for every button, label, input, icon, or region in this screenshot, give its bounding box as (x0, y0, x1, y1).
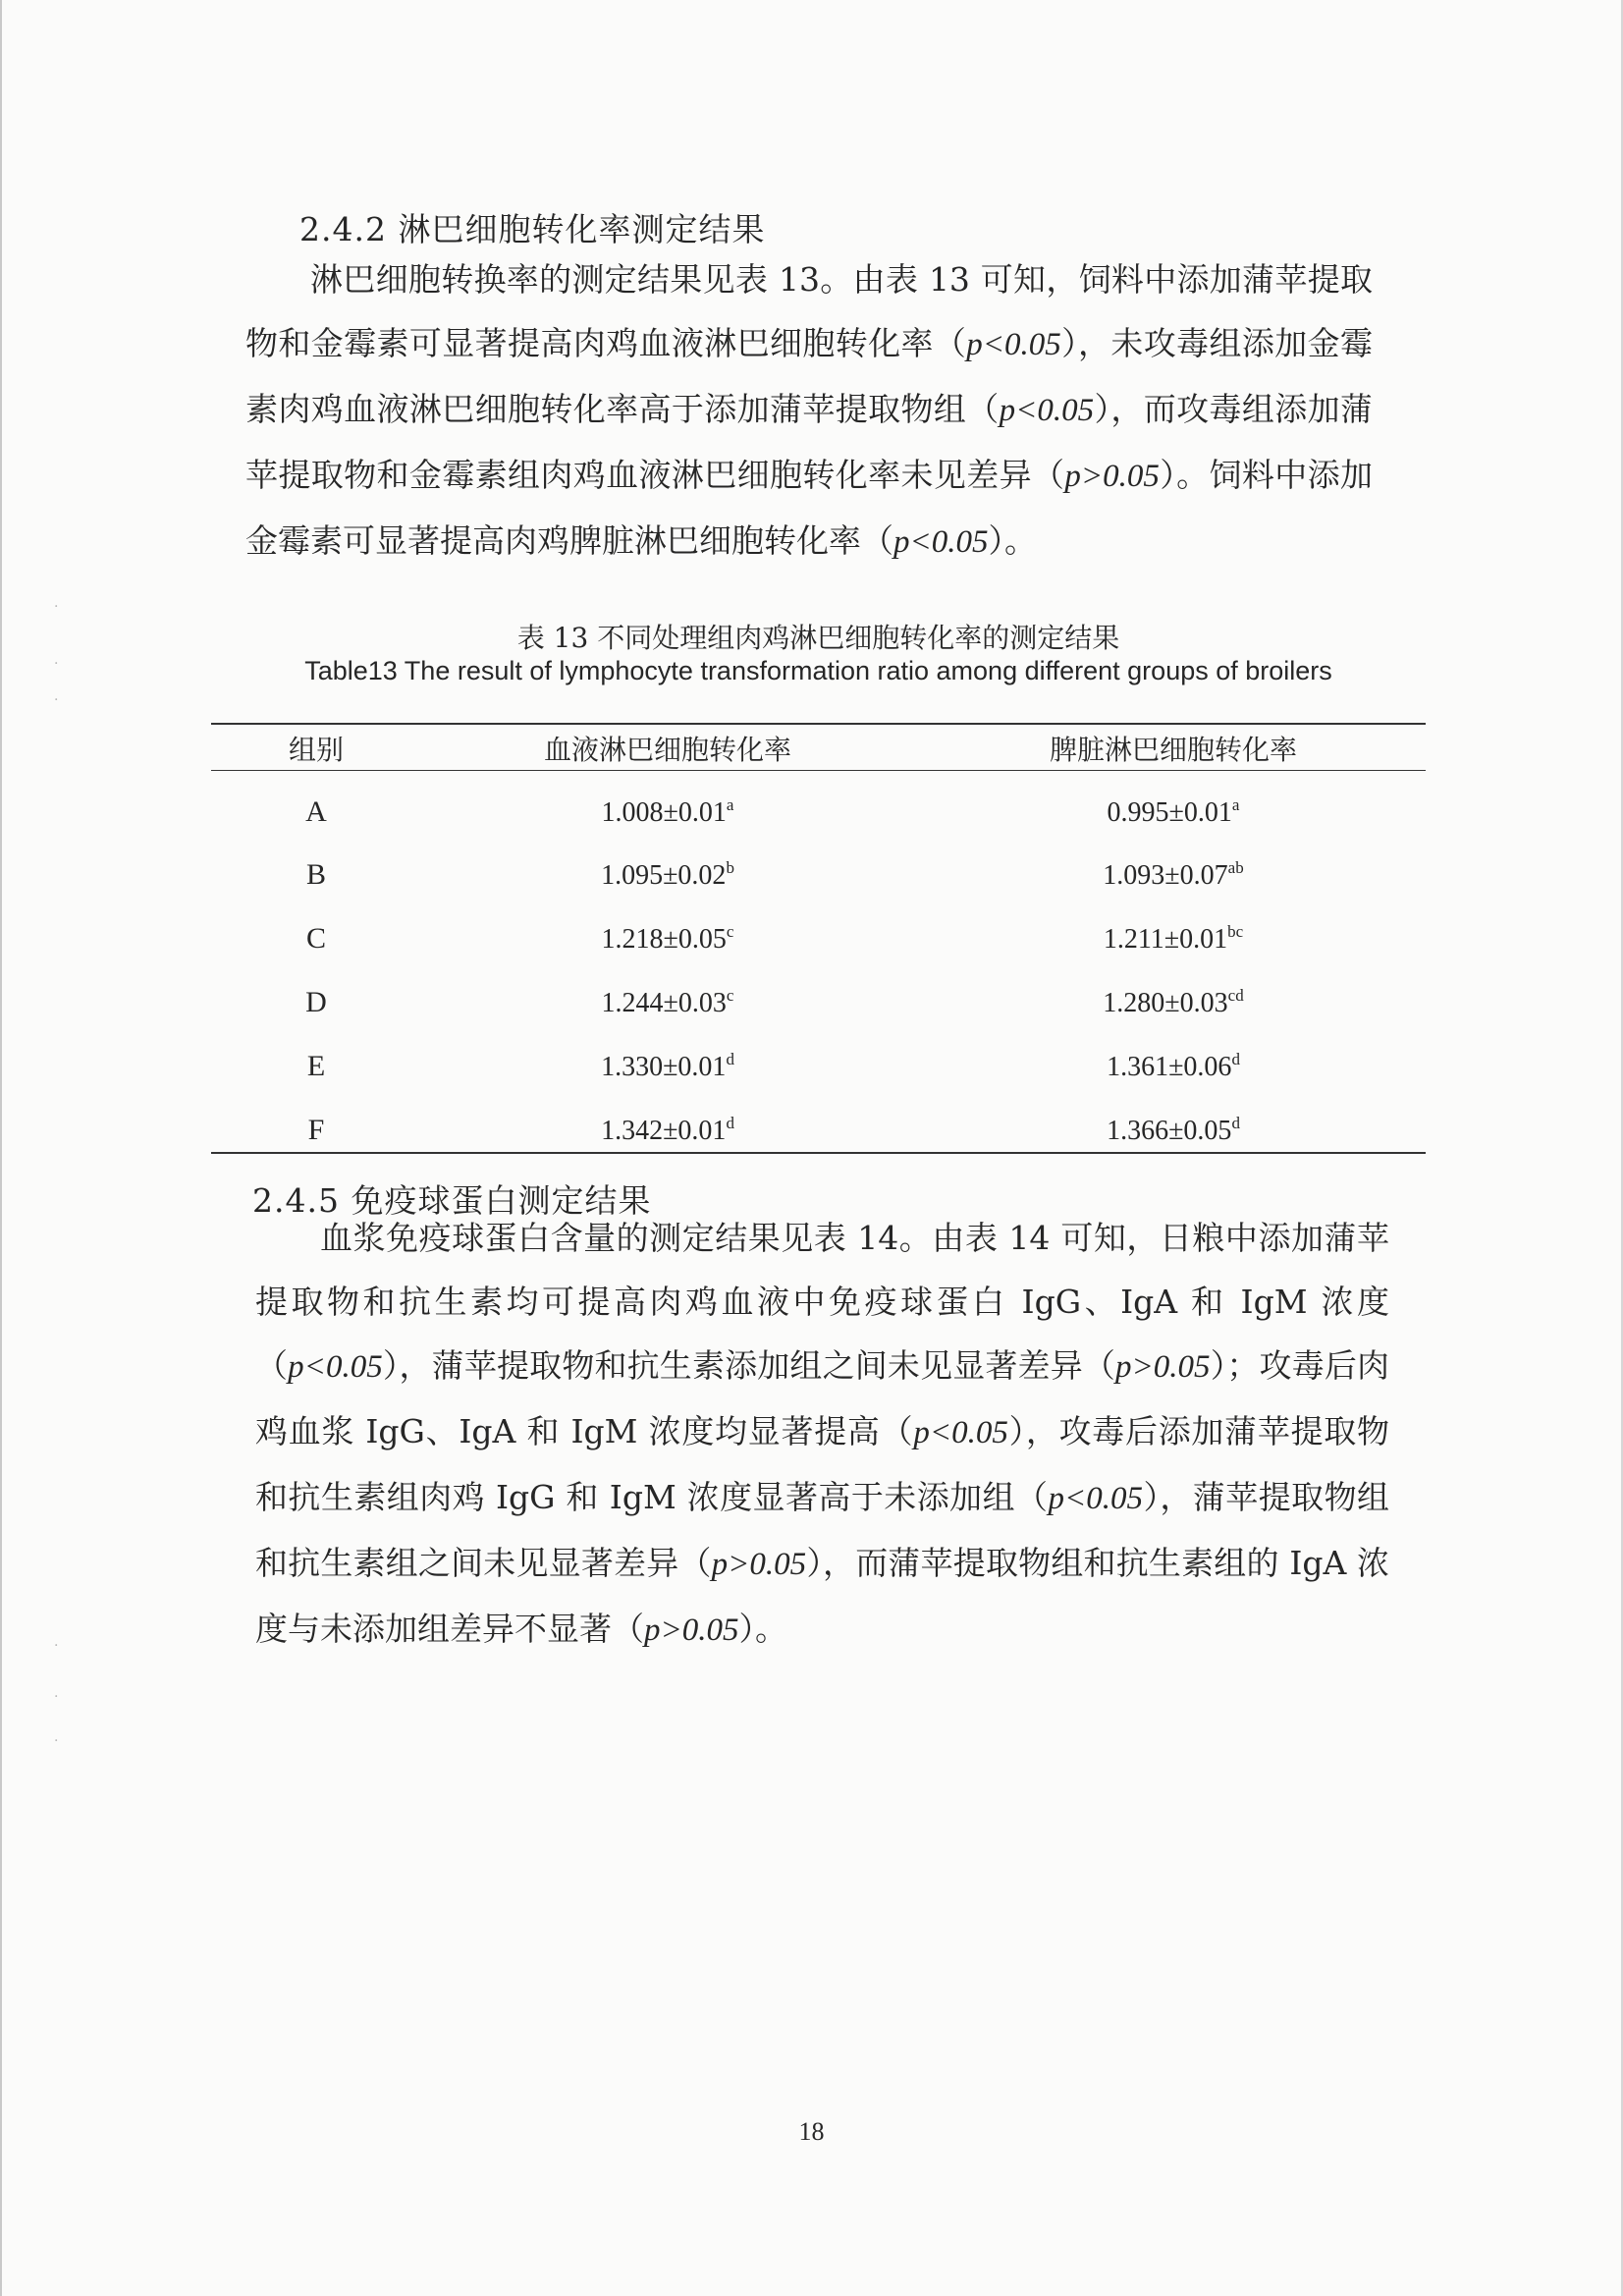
table-row (211, 795, 1426, 858)
section-2-4-5-paragraph (255, 1206, 1389, 1663)
significance-letter: c (726, 922, 734, 941)
significance-letter: ab (1227, 858, 1244, 877)
value: 1.330±0.01 (601, 1052, 727, 1082)
significance-letter: d (1231, 1050, 1240, 1068)
paragraph-text: ），而蒲苹提取物组和抗生素组的 IgA 浓度与未添加组差异不显著（ (255, 1544, 1389, 1648)
cell-group: B (305, 858, 326, 891)
value: 1.280±0.03 (1103, 988, 1228, 1018)
cell-blood-rate (471, 795, 864, 829)
cell-spleen-rate (977, 986, 1370, 1019)
paragraph-text: ），蒲苹提取物和抗生素添加组之间未见显著差异（ (382, 1346, 1116, 1385)
paragraph-text: 血浆免疫球蛋白含量的测定结果见表 14。由表 14 可知，日粮中添加蒲苹提取物和抗生素均可提高肉鸡血液中免疫球蛋白 IgG、IgA 和 IgM 浓度（ (255, 1219, 1389, 1385)
p-value: p>0.05 (1115, 1349, 1211, 1385)
paragraph-text: ）。 (738, 1610, 788, 1648)
table-header-spleen: 脾脏淋巴细胞转化率 (1049, 734, 1297, 766)
value: 1.095±0.02 (601, 860, 727, 891)
paragraph-text: ），蒲苹提取物组和抗生素组之间未见显著差异（ (255, 1478, 1390, 1582)
page-number: 18 (798, 2117, 825, 2146)
paragraph-text: ），攻毒后添加蒲苹提取物和抗生素组肉鸡 IgG 和 IgM 浓度显著高于未添加组（ (255, 1412, 1390, 1516)
table-row (211, 922, 1426, 985)
value: 1.093±0.07 (1103, 860, 1228, 891)
table-bottom-rule (211, 1152, 1426, 1154)
table-row (211, 1114, 1426, 1176)
paragraph-text: ）。 (988, 521, 1038, 560)
page-left-edge (0, 0, 2, 2296)
table-caption-english: Table13 The result of lymphocyte transformation ratio among different groups of broilers (304, 656, 1332, 685)
scan-artifact: · (54, 599, 59, 615)
table-header-group: 组别 (288, 734, 344, 766)
value: 1.211±0.01 (1103, 924, 1228, 955)
cell-spleen-rate (977, 922, 1370, 956)
cell-spleen-rate (977, 1050, 1370, 1083)
significance-letter: a (726, 795, 734, 814)
significance-letter: b (726, 858, 734, 877)
scan-artifact: · (54, 656, 59, 672)
table-top-rule (211, 723, 1426, 725)
p-value: p<0.05 (999, 393, 1095, 428)
table-row (211, 986, 1426, 1049)
section-2-4-2-paragraph (245, 247, 1373, 574)
cell-spleen-rate (977, 795, 1370, 829)
p-value: p<0.05 (288, 1349, 383, 1385)
significance-letter: c (726, 986, 734, 1005)
section-heading-2-4-2: 2.4.2 淋巴细胞转化率测定结果 (299, 210, 766, 248)
cell-spleen-rate (977, 858, 1370, 892)
scan-artifact: · (54, 1638, 59, 1654)
scan-artifact: · (54, 1689, 59, 1705)
scan-artifact: · (54, 692, 59, 708)
p-value: p<0.05 (913, 1415, 1008, 1450)
value: 1.342±0.01 (601, 1116, 727, 1146)
cell-blood-rate (471, 858, 864, 892)
significance-letter: d (1231, 1114, 1240, 1132)
value: 1.008±0.01 (601, 797, 727, 828)
table-header-rule (211, 770, 1426, 771)
cell-blood-rate (471, 922, 864, 956)
significance-letter: a (1231, 795, 1240, 814)
cell-group: F (307, 1114, 325, 1146)
value: 1.361±0.06 (1107, 1052, 1232, 1082)
value: 0.995±0.01 (1107, 797, 1232, 828)
table-row (211, 1050, 1426, 1113)
table-row (211, 858, 1426, 921)
paragraph-text: ）；攻毒后肉鸡血浆 IgG、IgA 和 IgM 浓度均显著提高（ (255, 1346, 1390, 1450)
cell-group: D (305, 986, 327, 1018)
cell-group: E (306, 1050, 326, 1082)
section-heading-2-4-5: 2.4.5 免疫球蛋白测定结果 (252, 1181, 652, 1220)
significance-letter: bc (1227, 922, 1244, 941)
value: 1.218±0.05 (601, 924, 727, 955)
significance-letter: cd (1227, 986, 1244, 1005)
p-value: p<0.05 (966, 327, 1061, 362)
p-value: p>0.05 (711, 1547, 807, 1582)
paragraph-text: 淋巴细胞转换率的测定结果见表 13。由表 13 可知，饲料中添加蒲苹提取物和金霉素可显著提高肉鸡血液淋巴细胞转化率（ (245, 260, 1373, 362)
cell-blood-rate (471, 1114, 864, 1147)
scan-artifact: · (54, 1733, 59, 1749)
paragraph-text: ），未攻毒组添加金霉素肉鸡血液淋巴细胞转化率高于添加蒲苹提取物组（ (245, 324, 1374, 428)
significance-letter: d (726, 1050, 734, 1068)
table-caption-chinese: 表 13 不同处理组肉鸡淋巴细胞转化率的测定结果 (516, 622, 1120, 654)
paragraph-text: ），而攻毒组添加蒲苹提取物和金霉素组肉鸡血液淋巴细胞转化率未见差异（ (245, 390, 1374, 494)
significance-letter: d (726, 1114, 734, 1132)
paragraph-text: ）。饲料中添加金霉素可显著提高肉鸡脾脏淋巴细胞转化率（ (245, 456, 1374, 560)
p-value: p<0.05 (1048, 1481, 1144, 1516)
p-value: p<0.05 (893, 524, 989, 560)
cell-group: C (305, 922, 326, 955)
cell-group: A (305, 795, 327, 828)
p-value: p>0.05 (1064, 459, 1160, 494)
table-header-blood: 血液淋巴细胞转化率 (543, 734, 791, 766)
value: 1.366±0.05 (1107, 1116, 1232, 1146)
value: 1.244±0.03 (601, 988, 727, 1018)
cell-spleen-rate (977, 1114, 1370, 1147)
p-value: p>0.05 (644, 1613, 739, 1648)
cell-blood-rate (471, 986, 864, 1019)
cell-blood-rate (471, 1050, 864, 1083)
